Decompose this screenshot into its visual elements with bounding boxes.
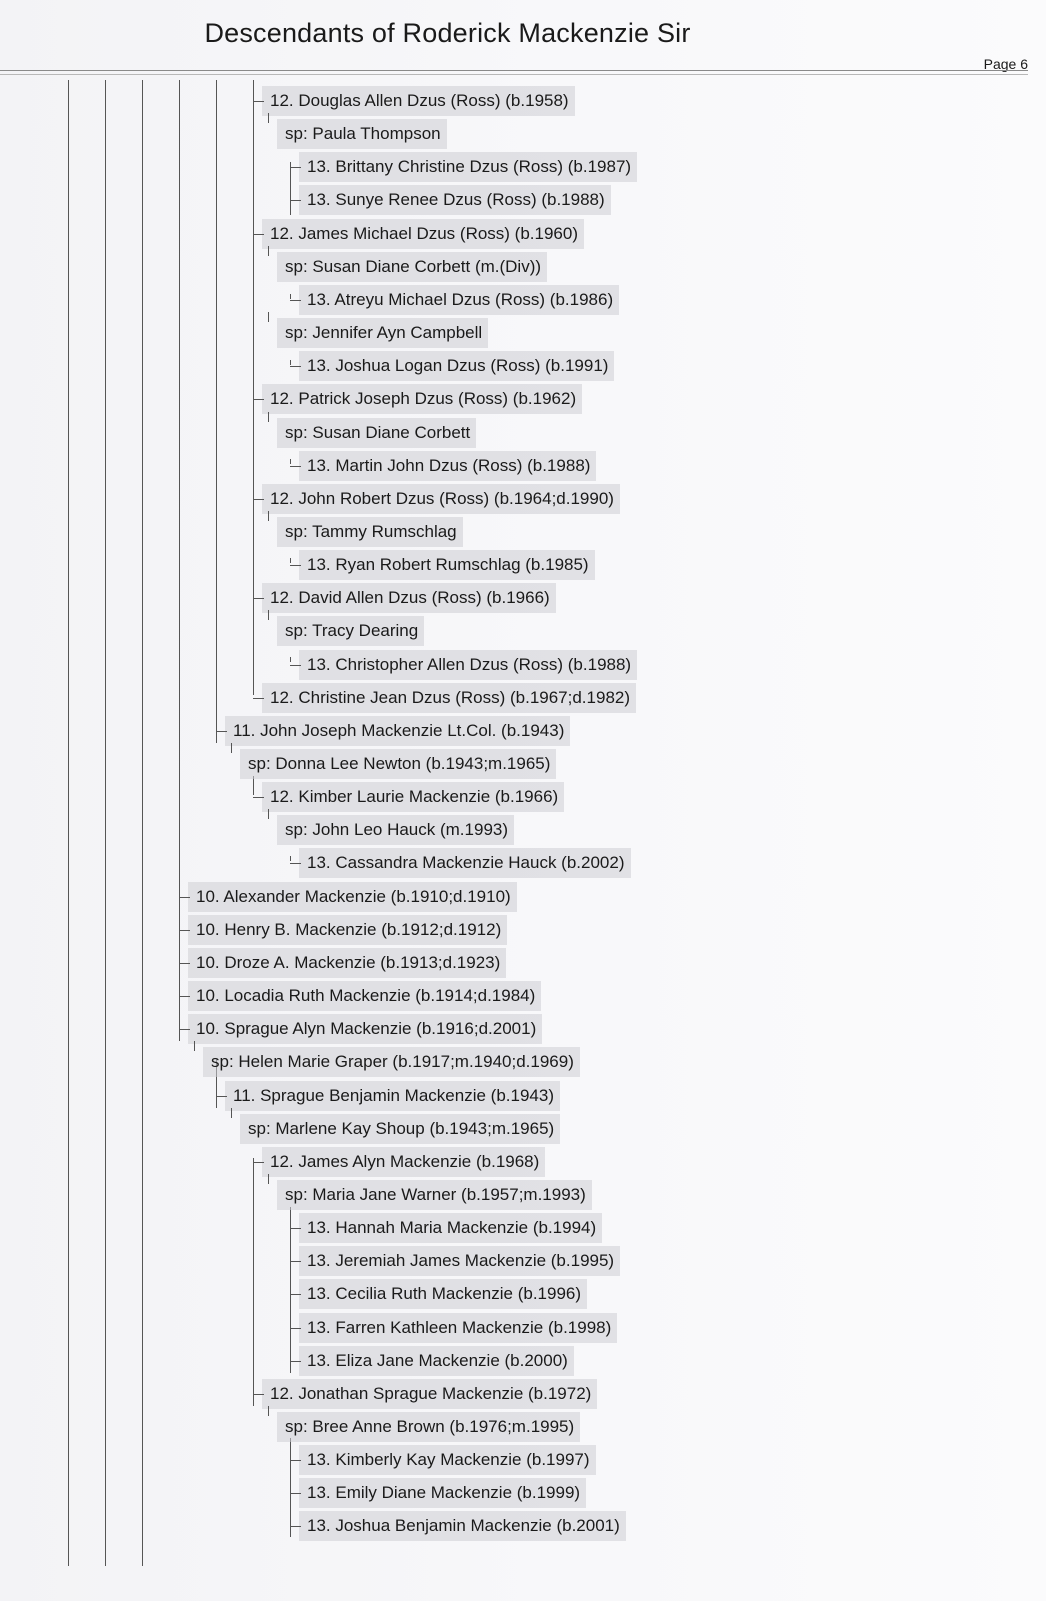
descendant-entry: 13. Sunye Renee Dzus (Ross) (b.1988) bbox=[299, 185, 611, 215]
spouse-tick bbox=[268, 246, 269, 256]
descendant-entry: 10. Locadia Ruth Mackenzie (b.1914;d.1984) bbox=[188, 981, 541, 1011]
descendant-entry: 13. Brittany Christine Dzus (Ross) (b.1987) bbox=[299, 152, 637, 182]
branch-line bbox=[290, 294, 291, 299]
branch-line bbox=[290, 1438, 291, 1537]
spouse-entry: sp: Bree Anne Brown (b.1976;m.1995) bbox=[277, 1412, 580, 1442]
branch-connector bbox=[290, 1328, 301, 1329]
branch-connector bbox=[290, 565, 301, 566]
spouse-entry: sp: Jennifer Ayn Campbell bbox=[277, 318, 488, 348]
spouse-tick bbox=[268, 809, 269, 819]
descendant-entry: 12. James Alyn Mackenzie (b.1968) bbox=[262, 1147, 545, 1177]
branch-connector bbox=[253, 101, 264, 102]
spouse-entry: sp: Susan Diane Corbett bbox=[277, 418, 476, 448]
descendant-entry: 13. Jeremiah James Mackenzie (b.1995) bbox=[299, 1246, 620, 1276]
spouse-entry: sp: Paula Thompson bbox=[277, 119, 447, 149]
spouse-entry: sp: Susan Diane Corbett (m.(Div)) bbox=[277, 252, 547, 282]
descendant-entry: 12. James Michael Dzus (Ross) (b.1960) bbox=[262, 219, 584, 249]
ancestor-line bbox=[105, 80, 106, 1566]
descendant-entry: 13. Ryan Robert Rumschlag (b.1985) bbox=[299, 550, 595, 580]
page-number: Page 6 bbox=[983, 56, 1028, 72]
spouse-entry: sp: Tracy Dearing bbox=[277, 616, 424, 646]
branch-connector bbox=[253, 797, 264, 798]
branch-connector bbox=[290, 200, 301, 201]
spouse-entry: sp: Maria Jane Warner (b.1957;m.1993) bbox=[277, 1180, 592, 1210]
branch-connector bbox=[253, 399, 264, 400]
spouse-entry: sp: John Leo Hauck (m.1993) bbox=[277, 815, 514, 845]
branch-connector bbox=[290, 1493, 301, 1494]
branch-connector bbox=[290, 1294, 301, 1295]
branch-connector bbox=[253, 499, 264, 500]
branch-connector bbox=[179, 996, 190, 997]
descendant-entry: 13. Atreyu Michael Dzus (Ross) (b.1986) bbox=[299, 285, 619, 315]
branch-connector bbox=[253, 234, 264, 235]
descendant-entry: 13. Eliza Jane Mackenzie (b.2000) bbox=[299, 1346, 574, 1376]
branch-line bbox=[216, 80, 217, 743]
spouse-tick bbox=[268, 312, 269, 322]
descendant-entry: 12. Jonathan Sprague Mackenzie (b.1972) bbox=[262, 1379, 597, 1409]
spouse-tick bbox=[268, 511, 269, 521]
branch-connector bbox=[290, 1526, 301, 1527]
descendant-entry: 12. Patrick Joseph Dzus (Ross) (b.1962) bbox=[262, 384, 582, 414]
descendant-entry: 13. Hannah Maria Mackenzie (b.1994) bbox=[299, 1213, 602, 1243]
branch-line bbox=[290, 558, 291, 563]
spouse-tick bbox=[268, 610, 269, 620]
branch-line bbox=[290, 856, 291, 861]
descendant-entry: 13. Farren Kathleen Mackenzie (b.1998) bbox=[299, 1313, 617, 1343]
branch-connector bbox=[179, 897, 190, 898]
descendant-entry: 12. David Allen Dzus (Ross) (b.1966) bbox=[262, 583, 556, 613]
descendant-entry: 11. John Joseph Mackenzie Lt.Col. (b.1943) bbox=[225, 716, 570, 746]
spouse-tick bbox=[194, 1041, 195, 1051]
spouse-tick bbox=[268, 1406, 269, 1416]
branch-line bbox=[253, 1158, 254, 1406]
spouse-tick bbox=[231, 743, 232, 753]
branch-line bbox=[290, 459, 291, 464]
header-rule bbox=[0, 70, 1028, 71]
descendant-entry: 13. Joshua Logan Dzus (Ross) (b.1991) bbox=[299, 351, 614, 381]
ancestor-line bbox=[68, 80, 69, 1566]
descendant-entry: 13. Emily Diane Mackenzie (b.1999) bbox=[299, 1478, 586, 1508]
branch-connector bbox=[253, 1162, 264, 1163]
branch-line bbox=[253, 80, 254, 695]
descendant-entry: 13. Martin John Dzus (Ross) (b.1988) bbox=[299, 451, 596, 481]
branch-connector bbox=[253, 598, 264, 599]
descendant-entry: 10. Alexander Mackenzie (b.1910;d.1910) bbox=[188, 882, 517, 912]
descendant-entry: 13. Cassandra Mackenzie Hauck (b.2002) bbox=[299, 848, 631, 878]
branch-connector bbox=[290, 366, 301, 367]
descendant-entry: 10. Sprague Alyn Mackenzie (b.1916;d.2001) bbox=[188, 1014, 542, 1044]
branch-connector bbox=[216, 731, 227, 732]
branch-connector bbox=[253, 1394, 264, 1395]
spouse-entry: sp: Tammy Rumschlag bbox=[277, 517, 463, 547]
descendant-entry: 12. Douglas Allen Dzus (Ross) (b.1958) bbox=[262, 86, 575, 116]
descendant-entry: 12. Kimber Laurie Mackenzie (b.1966) bbox=[262, 782, 564, 812]
branch-connector bbox=[179, 1029, 190, 1030]
descendant-entry: 10. Droze A. Mackenzie (b.1913;d.1923) bbox=[188, 948, 506, 978]
branch-line bbox=[290, 657, 291, 662]
descendant-entry: 13. Kimberly Kay Mackenzie (b.1997) bbox=[299, 1445, 596, 1475]
branch-connector bbox=[290, 863, 301, 864]
branch-connector bbox=[290, 1228, 301, 1229]
spouse-tick bbox=[231, 1108, 232, 1118]
spouse-tick bbox=[268, 1174, 269, 1184]
descendant-entry: 13. Cecilia Ruth Mackenzie (b.1996) bbox=[299, 1279, 587, 1309]
spouse-tick bbox=[268, 113, 269, 123]
spouse-entry: sp: Marlene Kay Shoup (b.1943;m.1965) bbox=[240, 1114, 560, 1144]
branch-connector bbox=[290, 665, 301, 666]
header-rule-secondary bbox=[0, 74, 1028, 75]
spouse-entry: sp: Donna Lee Newton (b.1943;m.1965) bbox=[240, 749, 556, 779]
ancestor-line bbox=[142, 80, 143, 1566]
branch-connector bbox=[290, 1460, 301, 1461]
branch-connector bbox=[290, 1261, 301, 1262]
descendant-entry: 13. Joshua Benjamin Mackenzie (b.2001) bbox=[299, 1511, 626, 1541]
descendant-entry: 11. Sprague Benjamin Mackenzie (b.1943) bbox=[225, 1081, 560, 1111]
branch-line bbox=[290, 162, 291, 215]
branch-line bbox=[290, 1207, 291, 1373]
descendant-entry: 13. Christopher Allen Dzus (Ross) (b.1988) bbox=[299, 650, 637, 680]
descendant-entry: 12. John Robert Dzus (Ross) (b.1964;d.1990) bbox=[262, 484, 620, 514]
branch-connector bbox=[290, 300, 301, 301]
descendant-entry: 12. Christine Jean Dzus (Ross) (b.1967;d.1982) bbox=[262, 683, 636, 713]
branch-connector bbox=[179, 930, 190, 931]
spouse-tick bbox=[268, 412, 269, 422]
branch-connector bbox=[216, 1096, 227, 1097]
branch-connector bbox=[290, 466, 301, 467]
branch-connector bbox=[179, 963, 190, 964]
branch-connector bbox=[290, 167, 301, 168]
spouse-entry: sp: Helen Marie Graper (b.1917;m.1940;d.1969) bbox=[203, 1047, 580, 1077]
branch-line bbox=[290, 360, 291, 365]
branch-connector bbox=[253, 698, 264, 699]
page-title: Descendants of Roderick Mackenzie Sir bbox=[204, 18, 691, 48]
descendant-entry: 10. Henry B. Mackenzie (b.1912;d.1912) bbox=[188, 915, 507, 945]
branch-connector bbox=[290, 1361, 301, 1362]
